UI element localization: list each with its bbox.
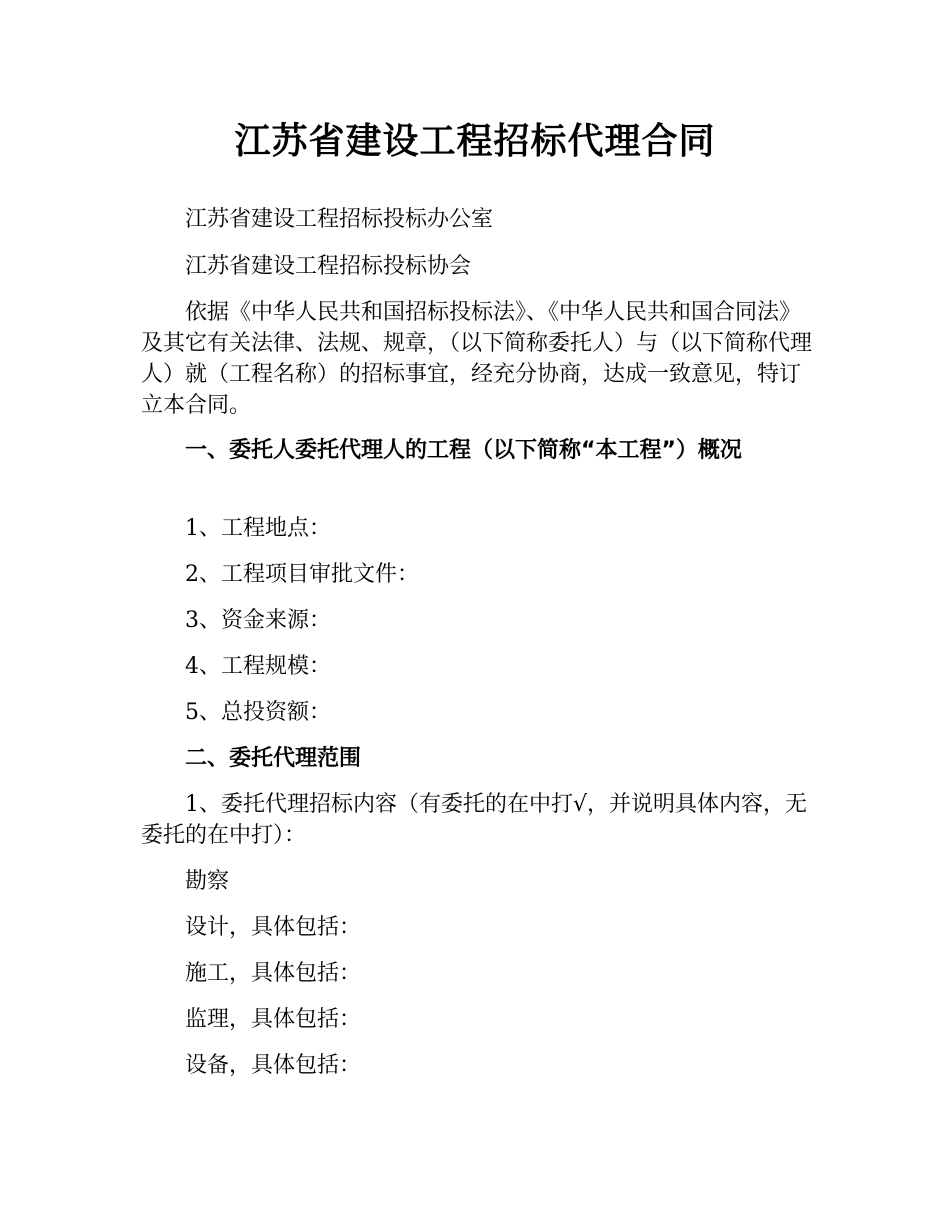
scope-item-survey: 勘察: [185, 869, 230, 894]
section-1-item-1: 1、工程地点：: [185, 516, 331, 541]
section-1-item-5: 5、总投资额：: [185, 700, 331, 725]
issuer-line-2: 江苏省建设工程招标投标协会: [185, 254, 472, 279]
scope-item-design: 设计，具体包括：: [185, 915, 362, 940]
issuer-line-1: 江苏省建设工程招标投标办公室: [185, 207, 494, 232]
section-2-item-1: 1、委托代理招标内容（有委托的在中打√，并说明具体内容，无委托的在中打）：: [141, 792, 808, 848]
scope-item-equipment: 设备，具体包括：: [185, 1053, 362, 1078]
section-1-heading: 一、委托人委托代理人的工程（以下简称“本工程”）概况: [185, 438, 742, 463]
section-1-item-3: 3、资金来源：: [185, 608, 331, 633]
document-title: 江苏省建设工程招标代理合同: [234, 121, 716, 162]
section-1-item-4: 4、工程规模：: [185, 654, 331, 679]
scope-item-supervision: 监理，具体包括：: [185, 1007, 362, 1032]
section-1-item-2: 2、工程项目审批文件：: [185, 562, 419, 587]
section-2-heading: 二、委托代理范围: [185, 746, 362, 771]
scope-item-construction: 施工，具体包括：: [185, 961, 362, 986]
preamble-paragraph: 依据《中华人民共和国招标投标法》、《中华人民共和国合同法》及其它有关法律、法规、规章，（以下简称委托人）与（以下简称代理人）就（工程名称）的招标事宜，经充分协商，达成一致意见，特订立本合同。: [141, 300, 813, 418]
